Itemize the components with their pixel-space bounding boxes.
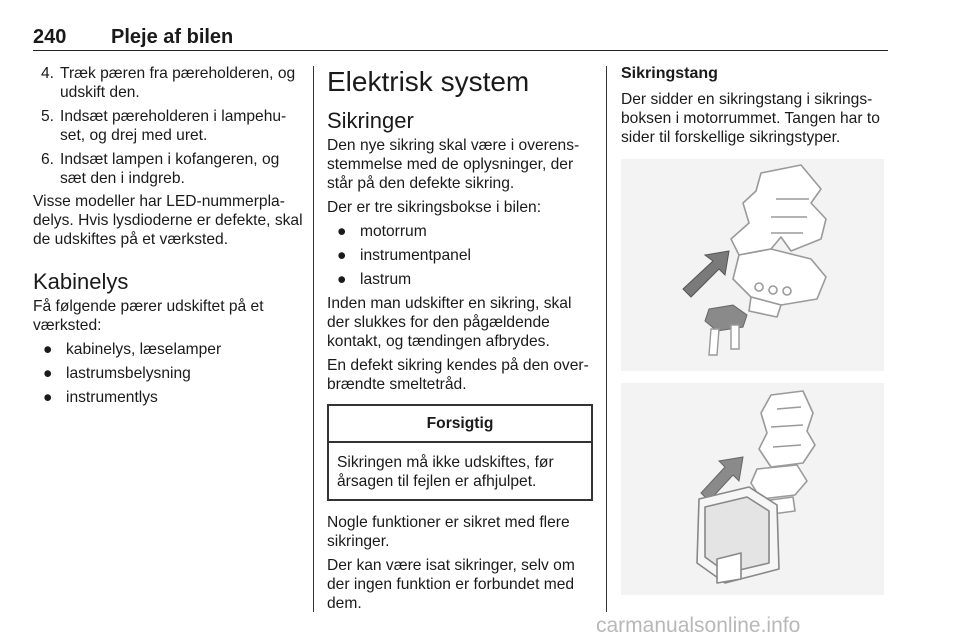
paragraph: Nogle funktioner er sikret med flere sikringer. — [327, 514, 570, 550]
bullet-icon: ● — [337, 247, 347, 264]
led-note: Visse modeller har LED-nummerpladelys. Hvis lysdioderne er defekte, skal de udskiftes på et værksted. — [33, 193, 303, 248]
header-rule — [33, 50, 888, 51]
fuse-puller-illustration-bottom — [621, 383, 884, 595]
column-divider — [313, 66, 314, 612]
list-item — [33, 150, 303, 188]
column-left — [33, 64, 303, 412]
bullet-icon: ● — [43, 389, 53, 406]
sikringer-heading: Sikringer — [327, 108, 414, 133]
list-item — [33, 364, 303, 383]
list-item — [327, 270, 595, 289]
item-text: lastrumsbelysning — [66, 365, 191, 382]
column-middle — [327, 66, 595, 618]
step-number: 4. — [41, 65, 55, 82]
list-item — [33, 340, 303, 359]
steps-list — [33, 64, 303, 188]
item-text: kabinelys, læselamper — [66, 341, 222, 358]
step-number: 6. — [41, 151, 55, 168]
item-text: instrumentpanel — [360, 247, 471, 264]
paragraph: En defekt sikring kendes på den overbrændte smeltetråd. — [327, 357, 589, 393]
column-right — [621, 64, 891, 152]
paragraph: Der er tre sikringsbokse i bilen: — [327, 199, 542, 216]
step-text: Indsæt lampen i kofangeren, og sæt den i indgreb. — [60, 151, 280, 187]
kabinelys-intro: Få følgende pærer udskiftet på et værksted: — [33, 298, 264, 334]
step-number: 5. — [41, 108, 55, 125]
item-text: lastrum — [360, 271, 412, 288]
page-number: 240 — [33, 26, 67, 48]
bullet-icon: ● — [43, 365, 53, 382]
paragraph: Den nye sikring skal være i overensstemmelse med de oplysninger, der står på den defekte sikring. — [327, 137, 580, 192]
list-item — [33, 107, 303, 145]
step-text: Træk pæren fra pæreholderen, og udskift den. — [60, 65, 296, 101]
kabinelys-list — [33, 340, 303, 407]
paragraph: Inden man udskifter en sikring, skal der slukkes for den pågældende kontakt, og tændingen afbrydes. — [327, 295, 572, 350]
chapter-title: Pleje af bilen — [111, 26, 234, 48]
paragraph: Der kan være isat sikringer, selv om der ingen funktion er forbundet med dem. — [327, 557, 575, 612]
page-header — [33, 26, 233, 49]
bullet-icon: ● — [337, 223, 347, 240]
bullet-icon: ● — [337, 271, 347, 288]
step-text: Indsæt pæreholderen i lampehuset, og drej med uret. — [60, 108, 287, 144]
fusebox-list — [327, 222, 595, 289]
paragraph: Der sidder en sikringstang i sikringsboksen i motorrummet. Tangen har to sider til forskellige sikringstyper. — [621, 91, 880, 146]
item-text: motorrum — [360, 223, 427, 240]
caution-box — [327, 404, 593, 501]
section-heading: Elektrisk system — [327, 66, 530, 97]
bullet-icon: ● — [43, 341, 53, 358]
caution-title: Forsigtig — [329, 406, 591, 443]
column-divider — [606, 66, 607, 612]
kabinelys-heading: Kabinelys — [33, 269, 129, 294]
list-item — [33, 64, 303, 102]
sikringstang-heading: Sikringstang — [621, 65, 718, 82]
list-item — [327, 246, 595, 265]
caution-text: Sikringen må ikke udskiftes, før årsagen til fejlen er afhjulpet. — [337, 454, 554, 490]
fuse-puller-illustration-top — [621, 159, 884, 371]
item-text: instrumentlys — [66, 389, 158, 406]
watermark: carmanualsonline.info — [596, 614, 801, 637]
list-item — [327, 222, 595, 241]
list-item — [33, 388, 303, 407]
